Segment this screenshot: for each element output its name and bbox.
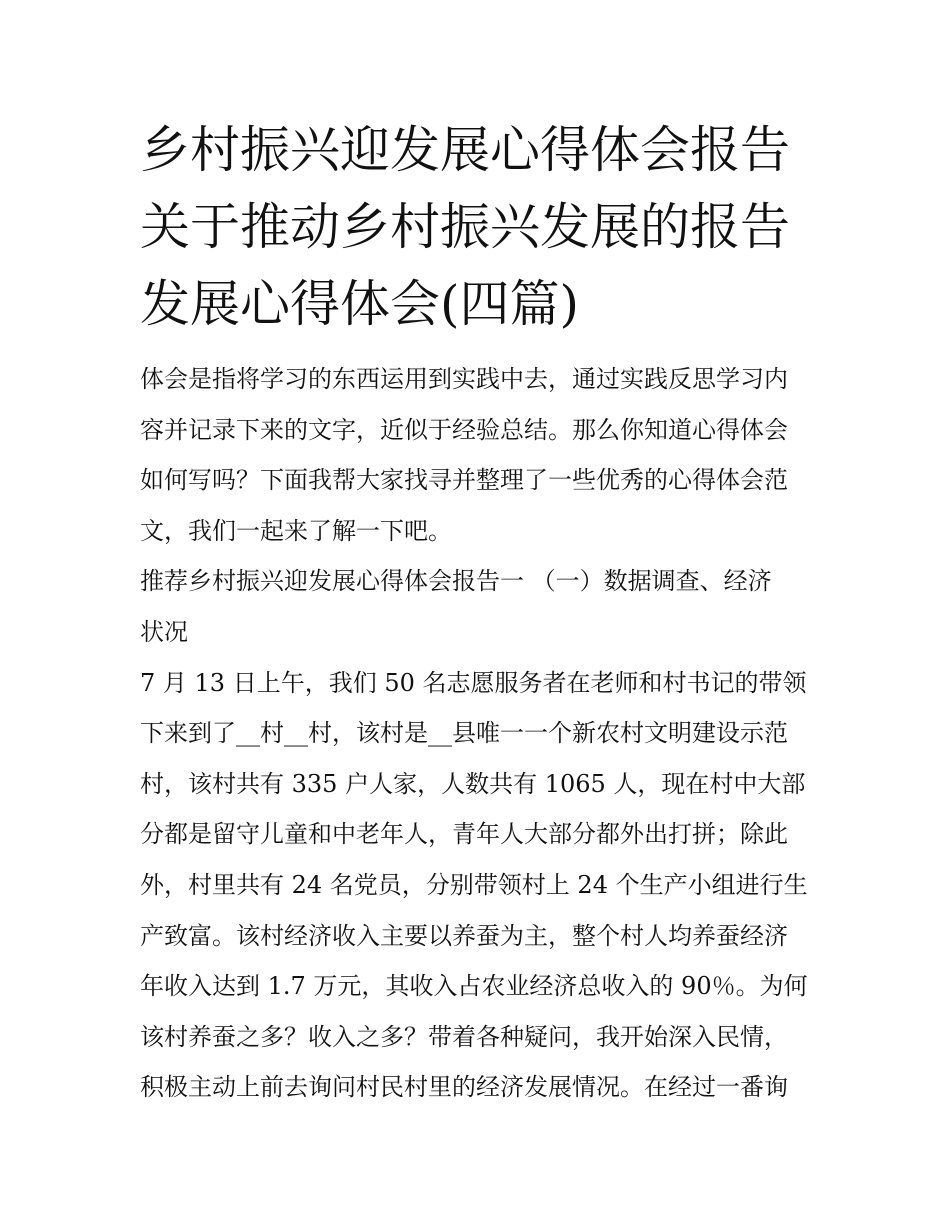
text-line: 体会是指将学习的东西运用到实践中去，通过实践反思学习内 xyxy=(140,365,788,393)
text-line: 产致富。该村经济收入主要以养蚕为主，整个村人均养蚕经济 xyxy=(140,921,788,950)
text-line: 推荐乡村振兴迎发展心得体会报告一 （一）数据调查、经济 xyxy=(140,567,772,596)
text-line: 外，村里共有 24 名党员，分别带领村上 24 个生产小组进行生 xyxy=(140,870,808,899)
intro-paragraph xyxy=(140,354,820,556)
text-line: 该村养蚕之多？收入之多？带着各种疑问，我开始深入民情， xyxy=(140,1022,788,1051)
text-line: 文，我们一起来了解一下吧。 xyxy=(140,516,452,545)
document-body xyxy=(140,354,820,1113)
text-line: 如何写吗？下面我帮大家找寻并整理了一些优秀的心得体会范 xyxy=(140,466,788,495)
text-line: 积极主动上前去询问村民村里的经济发展情况。在经过一番询 xyxy=(140,1073,788,1102)
text-line: 状况 xyxy=(140,617,188,646)
text-line: 村，该村共有 335 户人家，人数共有 1065 人，现在村中大部 xyxy=(140,769,806,798)
text-line: 分都是留守儿童和中老年人，青年人大部分都外出打拼；除此 xyxy=(140,820,788,849)
title-line: 发展心得体会(四篇) xyxy=(140,275,580,333)
title-line: 关于推动乡村振兴发展的报告 xyxy=(140,198,790,256)
body-paragraph xyxy=(140,658,820,1113)
title-line: 乡村振兴迎发展心得体会报告 xyxy=(140,121,790,179)
document-title xyxy=(140,112,820,343)
text-line: 7 月 13 日上午，我们 50 名志愿服务者在老师和村书记的带领 xyxy=(140,668,807,697)
text-line: 年收入达到 1.7 万元，其收入占农业经济总收入的 90％。为何 xyxy=(140,972,808,1001)
text-line: 下来到了__村__村，该村是__县唯一一个新农村文明建设示范 xyxy=(140,719,788,748)
section-heading xyxy=(140,556,820,657)
text-line: 容并记录下来的文字，近似于经验总结。那么你知道心得体会 xyxy=(140,415,788,444)
